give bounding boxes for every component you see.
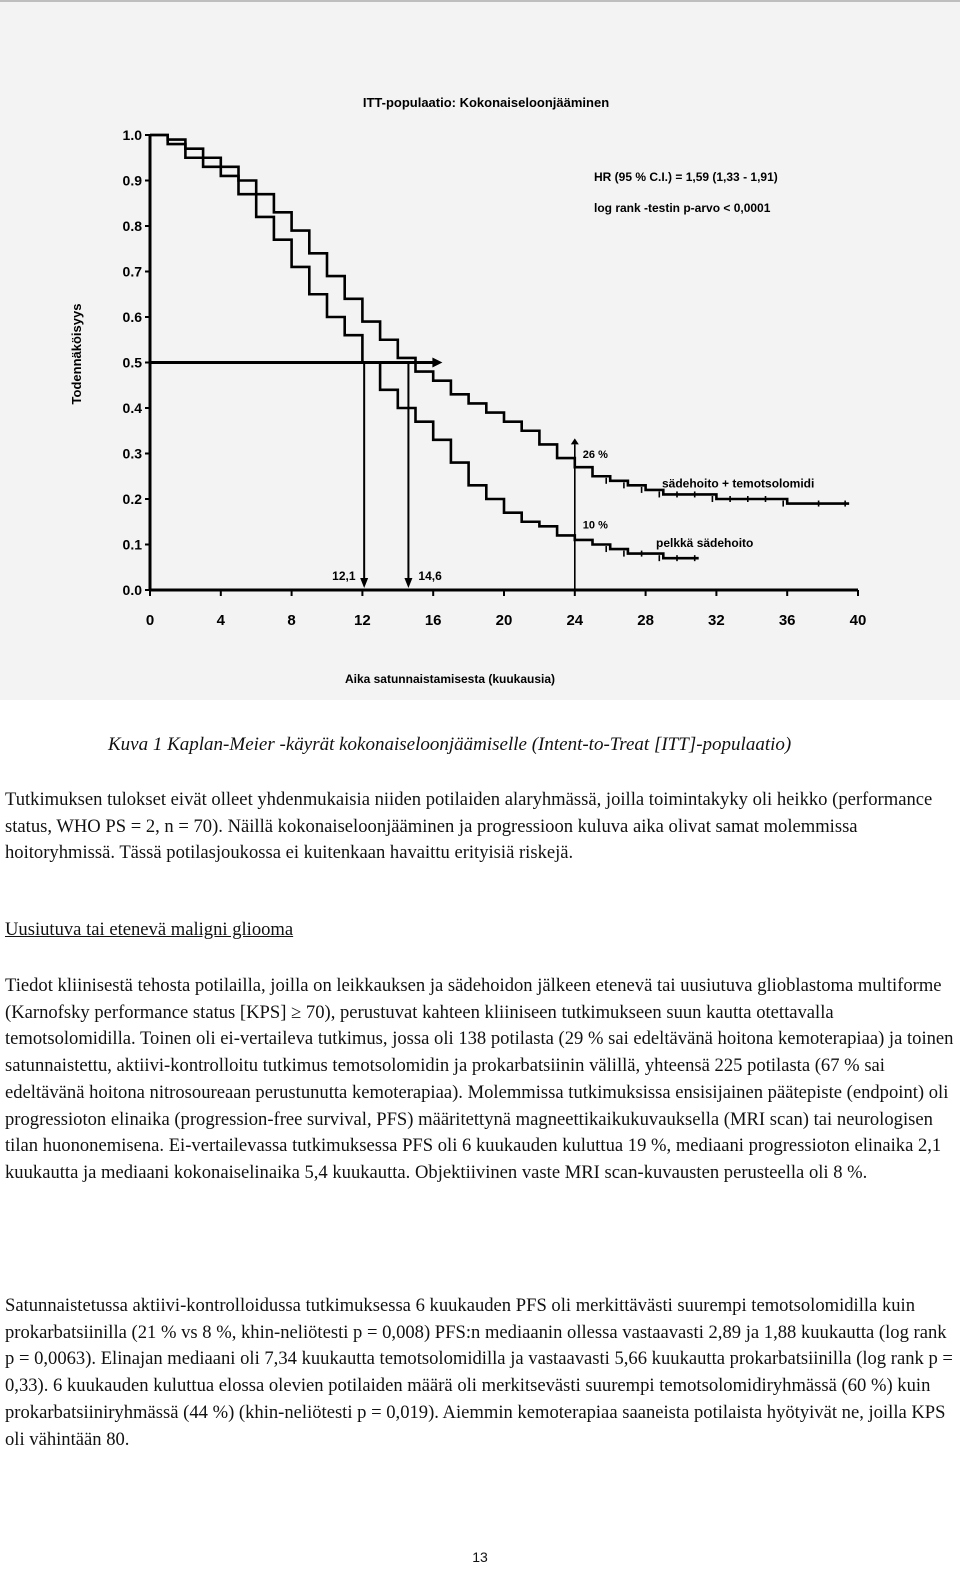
y-tick-label: 0.8 bbox=[122, 218, 142, 234]
y-axis-label: Todennäköisyys bbox=[69, 303, 84, 405]
x-tick-label: 12 bbox=[354, 612, 371, 629]
hazard-ratio-text: HR (95 % C.I.) = 1,59 (1,33 - 1,91) bbox=[594, 170, 778, 184]
y-tick-label: 0.5 bbox=[122, 354, 142, 371]
y-tick-label: 0.6 bbox=[122, 309, 142, 325]
paragraph-subgroup-results: Tutkimuksen tulokset eivät olleet yhdenmukaisia niiden potilaiden alaryhmässä, joilla toimintakyky oli heikko (performance status, WHO PS = 2, n = 70). Näillä kokonaiseloonjääminen ja progressioon kuluva aika olivat samat molemmissa hoitoryhmissä. Tässä potilasjoukossa ei kuitenkaan havaittu erityisiä riskejä. bbox=[5, 789, 933, 864]
figure-caption: Kuva 1 Kaplan-Meier -käyrät kokonaiseloonjäämiselle (Intent-to-Treat [ITT]-populaatio) bbox=[108, 734, 792, 755]
y-tick-label: 1.0 bbox=[122, 127, 142, 143]
paragraph-randomized-study: Satunnaistetussa aktiivi-kontrolloidussa tutkimuksessa 6 kuukauden PFS oli merkittävästi suurempi temotsolomidilla kuin prokarbatsiinilla (21 % vs 8 %, khin-neliötesti p = 0,008) PFS:n mediaanin ollessa vastaavasti 2,89 ja 1,88 kuukautta (log rank p = 0,0063). Elinajan mediaani oli 7,34 kuukautta temotsolomidilla ja vastaavasti 5,66 kuukautta prokarbatsiinilla (log rank p = 0,33). 6 kuukauden kuluttua elossa olevien potilaiden määrä oli merkitsevästi suurempi temotsolomidiryhmässä (60 %) kuin prokarbatsiiniryhmässä (44 %) (khin-neliötesti p = 0,019). Aiemmin kemoterapiaa saaneista potilaista hyötyivät ne, joilla KPS oli vähintään 80. bbox=[5, 1295, 953, 1450]
median-value-label: 12,1 bbox=[332, 569, 356, 583]
paragraph-clinical-data: Tiedot kliinisestä tehosta potilailla, joilla on leikkauksen ja sädehoidon jälkeen etenevä tai uusiutuva glioblastoma multiforme (Karnofsky performance status [KPS] ≥ 70), perustuvat kahteen kliiniseen tutkimukseen suun kautta otettavalla temotsolomidilla. Toinen oli ei-vertaileva tutkimus, jossa oli 138 potilasta (29 % sai edeltävänä hoitona kemoterapiaa) ja toinen satunnaistettu, aktiivi-kontrolloitu tutkimus temotsolomidin ja prokarbatsiinin välillä, yhteensä 225 potilasta (67 % sai edeltävänä hoitona nitrosoureaan perustunutta kemoterapiaa). Molemmissa tutkimuksissa ensisijainen päätepiste (endpoint) oli progressioton elinaika (progression-free survival, PFS) määritettynä magneettikaikukuvauksella (MRI scan) tai neurologisen tilan huononemisena. Ei-vertailevassa tutkimuksessa PFS oli 6 kuukauden kuluttua 19 %, mediaani progressioton elinaika 2,1 kuukautta ja mediaani kokonaiselinaika 5,4 kuukautta. Objektiivinen vaste MRI scan-kuvausten perusteella oli 8 %. bbox=[5, 975, 954, 1183]
kaplan-meier-figure bbox=[0, 0, 960, 700]
x-tick-label: 28 bbox=[637, 612, 654, 629]
y-tick-label: 0.4 bbox=[122, 400, 142, 416]
x-tick-label: 32 bbox=[708, 612, 725, 629]
x-tick-label: 40 bbox=[849, 612, 867, 629]
x-tick-label: 0 bbox=[145, 612, 155, 629]
x-tick-label: 36 bbox=[778, 612, 796, 629]
y-tick-label: 0.2 bbox=[122, 491, 142, 507]
y-tick-label: 0.7 bbox=[122, 263, 142, 280]
series-label-radiotherapy-alone: pelkkä sädehoito bbox=[656, 535, 754, 550]
x-tick-label: 4 bbox=[216, 612, 225, 629]
section-heading: Uusiutuva tai etenevä maligni gliooma bbox=[5, 919, 294, 940]
x-axis-label: Aika satunnaistamisesta (kuukausia) bbox=[344, 672, 556, 686]
chart-title: ITT-populaatio: Kokonaiseloonjääminen bbox=[362, 95, 610, 110]
x-tick-label: 20 bbox=[495, 612, 513, 629]
series-label-radiotherapy-temozolomide: sädehoito + temotsolomidi bbox=[662, 476, 815, 491]
median-value-label: 14,6 bbox=[418, 569, 442, 583]
y-tick-label: 0.9 bbox=[122, 172, 142, 189]
y-tick-label: 0.1 bbox=[122, 536, 142, 553]
log-rank-text: log rank -testin p-arvo < 0,0001 bbox=[594, 201, 771, 215]
percent-label-radiotherapy: 10 % bbox=[582, 519, 608, 532]
page-number: 13 bbox=[472, 1549, 488, 1565]
y-tick-label: 0.3 bbox=[122, 445, 142, 462]
x-tick-label: 24 bbox=[566, 612, 584, 629]
x-tick-label: 8 bbox=[287, 612, 296, 629]
y-tick-label: 0.0 bbox=[122, 582, 142, 598]
x-tick-label: 16 bbox=[424, 612, 442, 629]
percent-label-combined: 26 % bbox=[582, 449, 608, 462]
